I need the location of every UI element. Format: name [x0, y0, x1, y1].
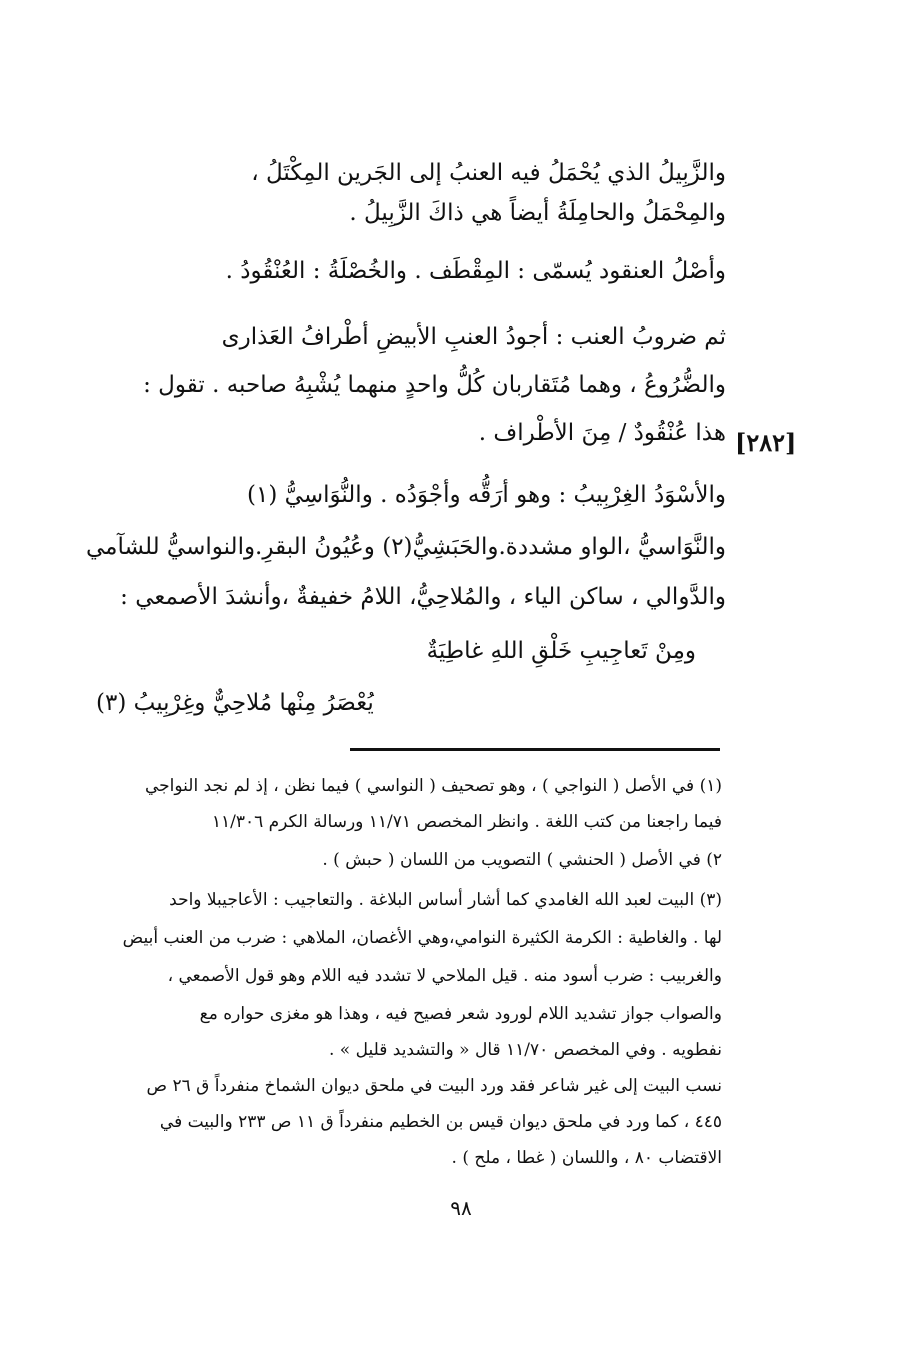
- main-line: هذا عُنْقُودٌ / مِنَ الأطْراف .: [478, 420, 726, 446]
- page-number: ٩٨: [450, 1196, 472, 1220]
- footnote-line: ٤٤٥ ، كما ورد في ملحق ديوان قيس بن الخطيم منفرداً ق ١١ ص ٢٣٣ والبيت في: [159, 1112, 722, 1132]
- footnote-line: والغربيب : ضرب أسود منه . قيل الملاحي لا تشدد فيه اللام وهو قول الأصمعي ،: [167, 966, 722, 986]
- main-line: ثم ضروبُ العنب : أجودُ العنبِ الأبيضِ أطْرافُ العَذارى: [221, 324, 726, 350]
- margin-page-reference: [٢٨٢]: [735, 428, 797, 457]
- footnote-line: نفطويه . وفي المخصص ١١/٧٠ قال « والتشديد قليل » .: [329, 1040, 722, 1060]
- footnote-line: الاقتضاب ٨٠ ، واللسان ( غطا ، ملح ) .: [451, 1148, 722, 1168]
- main-line: والأسْوَدُ الغِرْبِيبُ : وهو أرَقُّه وأجْوَدُه . والنُّوَاسِيُّ (١): [247, 482, 726, 508]
- footnote-line: والصواب جواز تشديد اللام لورود شعر فصيح فيه ، وهذا هو مغزى حواره مع: [199, 1004, 722, 1024]
- footnote-line: لها . والغاطية : الكرمة الكثيرة النوامي،وهي الأغصان، الملاهي : ضرب من العنب أبيض: [122, 928, 722, 948]
- main-line: والدَّوالي ، ساكن الياء ، والمُلاحِيُّ، اللامُ خفيفةٌ ،وأنشدَ الأصمعي :: [120, 584, 726, 610]
- main-line: والنَّوَاسيُّ ،الواو مشددة.والحَبَشِيُّ(٢) وعُيُونُ البقرِ.والنواسيُّ للشآمي: [85, 534, 726, 560]
- verse-hemistich-2: يُعْصَرُ مِنْها مُلاحِيٌّ وغِرْبِيبُ (٣): [96, 690, 374, 716]
- footnote-line: (١) في الأصل ( النواجي ) ، وهو تصحيف ( النواسي ) فيما نظن ، إذ لم نجد النواجي: [144, 776, 722, 796]
- footnote-line: (٣) البيت لعبد الله الغامدي كما أشار أساس البلاغة . والتعاجيب : الأعاجيبلا واحد: [169, 890, 722, 910]
- verse-hemistich-1: ومِنْ تَعاجِيبِ خَلْقِ اللهِ غاطِيَةٌ: [426, 638, 696, 664]
- footnote-line: نسب البيت إلى غير شاعر فقد ورد البيت في ملحق ديوان الشماخ منفرداً ق ٢٦ ص: [146, 1076, 722, 1096]
- main-line: والمِحْمَلُ والحامِلَةُ أيضاً هي ذاكَ الزَّبِيلُ .: [349, 200, 726, 226]
- main-line: والضُّرُوعُ ، وهما مُتَقاربان كُلُّ واحدٍ منهما يُشْبِهُ صاحبه . تقول :: [143, 372, 726, 398]
- footnote-line: فيما راجعنا من كتب اللغة . وانظر المخصص ١١/٧١ ورسالة الكرم ١١/٣٠٦: [211, 812, 722, 832]
- footnote-line: ٢) في الأصل ( الحنشي ) التصويب من اللسان ( حبش ) .: [322, 850, 722, 870]
- main-line: وأصْلُ العنقود يُسمّى : المِقْطَف . والخُصْلَةُ : العُنْقُودُ .: [225, 258, 726, 284]
- main-line: والزَّبِيلُ الذي يُحْمَلُ فيه العنبُ إلى الجَرين المِكْتَلُ ،: [251, 160, 726, 186]
- footnote-separator: [350, 748, 720, 751]
